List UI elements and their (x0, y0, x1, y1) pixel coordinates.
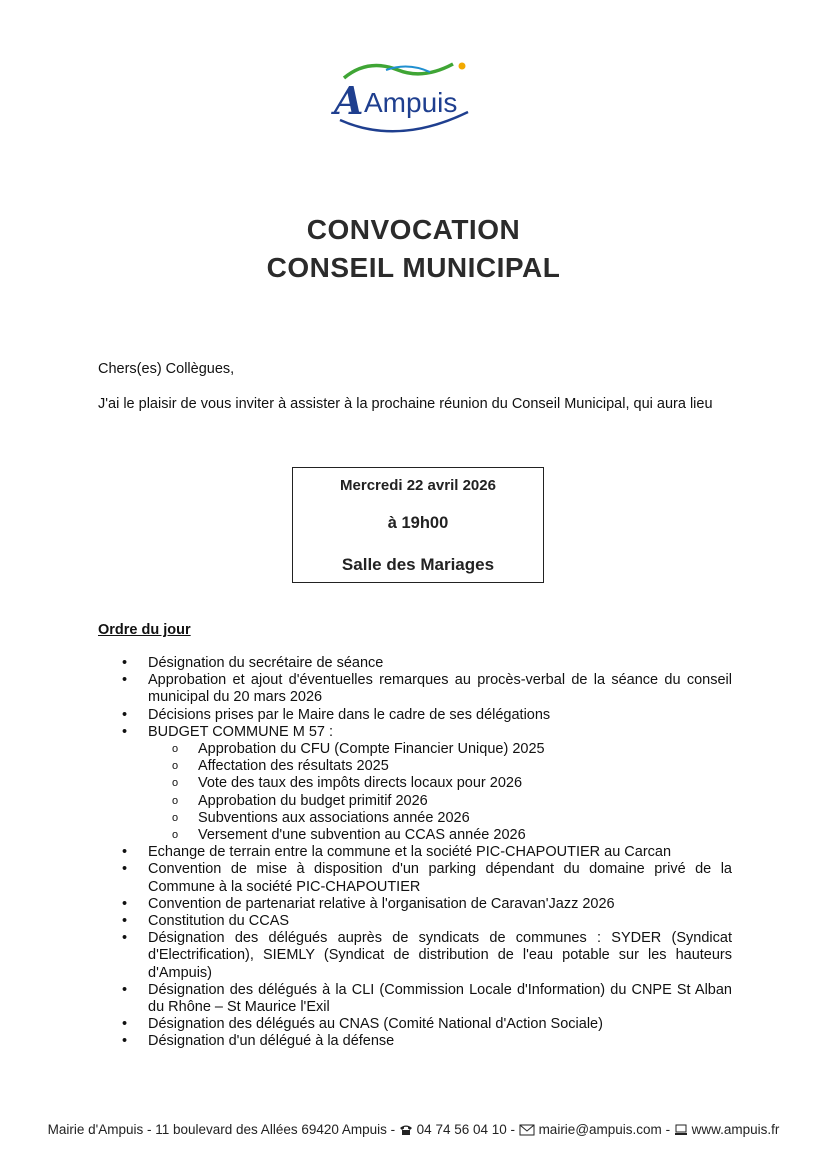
bullet-icon: • (122, 895, 128, 912)
circle-bullet-icon: o (172, 794, 179, 807)
meeting-info-box (292, 467, 544, 583)
agenda-item: • Constitution du CCAS (122, 913, 290, 930)
circle-bullet-icon: o (172, 829, 179, 842)
circle-bullet-icon: o (172, 777, 179, 790)
phone-icon (399, 1124, 413, 1139)
budget-subitem: o Approbation du CFU (Compte Financier Unique) 2025 (172, 741, 545, 758)
bullet-icon: • (122, 723, 128, 740)
greeting: Chers(es) Collègues, (98, 361, 235, 377)
footer-separator: - (665, 1122, 671, 1137)
circle-bullet-icon: o (172, 743, 179, 756)
agenda-item-budget: • BUDGET COMMUNE M 57 : o Approbation du CFU (Compte Financier Unique) 2025 o Affectation des résultats 2025 o Vote des taux des impôts directs locaux pour 2026 o Approbation du budget primitif 2026 o Subventions aux associations année 2026 o Versement d'une subvention au CCAS année 2026 (120, 724, 732, 844)
bullet-icon: • (122, 655, 128, 671)
bullet-icon: • (122, 1016, 128, 1033)
computer-icon (674, 1124, 688, 1139)
budget-subitem: o Affectation des résultats 2025 (172, 758, 389, 775)
footer-phone: 04 74 56 04 10 (416, 1122, 507, 1137)
bullet-icon: • (122, 844, 128, 861)
agenda-item: • Désignation des délégués à la CLI (Commission Locale d'Information) du CNPE St Alban du Rhône – St Maurice l'Exil (122, 981, 732, 1016)
bullet-icon: • (122, 1033, 128, 1050)
footer-email[interactable]: mairie@ampuis.com (538, 1122, 662, 1137)
agenda-item: • Echange de terrain entre la commune et la société PIC-CHAPOUTIER au Carcan (122, 844, 672, 861)
footer-address: Mairie d'Ampuis - 11 boulevard des Allées 69420 Ampuis - (47, 1122, 396, 1137)
budget-subitem: o Approbation du budget primitif 2026 (172, 792, 428, 809)
bullet-icon: • (122, 861, 128, 878)
footer (0, 1122, 827, 1139)
circle-bullet-icon: o (172, 760, 179, 773)
ampuis-logo (328, 56, 478, 138)
agenda-item: • Convention de mise à disposition d'un parking dépendant du domaine privé de la Commune à la société PIC-CHAPOUTIER (122, 861, 732, 895)
bullet-icon: • (122, 672, 128, 689)
bullet-icon: • (122, 706, 128, 723)
bullet-icon: • (122, 981, 128, 998)
agenda-item: • Décisions prises par le Maire dans le cadre de ses délégations (122, 706, 551, 723)
agenda-item: • Désignation des délégués auprès de syndicats de communes : SYDER (Syndicat d'Electrification), SIEMLY (Syndicat de distribution de l'eau potable sur les hauteurs d'Ampuis) (122, 930, 732, 981)
agenda-list (120, 655, 732, 1051)
svg-text:A: A (334, 78, 364, 123)
budget-subitem: o Versement d'une subvention au CCAS année 2026 (172, 827, 526, 844)
agenda-title: Ordre du jour (98, 622, 191, 638)
title-line-1: CONVOCATION (306, 214, 521, 245)
agenda-item: • Désignation du secrétaire de séance (122, 655, 384, 671)
circle-bullet-icon: o (172, 811, 179, 824)
title-line-2: CONSEIL MUNICIPAL (266, 252, 561, 283)
envelope-icon (519, 1124, 535, 1139)
meeting-place: Salle des Mariages (341, 555, 495, 574)
budget-subitem: o Vote des taux des impôts directs locaux pour 2026 (172, 775, 523, 792)
meeting-date: Mercredi 22 avril 2026 (340, 477, 496, 494)
agenda-item: • Désignation d'un délégué à la défense (122, 1033, 395, 1050)
budget-subitem: o Subventions aux associations année 2026 (172, 809, 470, 826)
bullet-icon: • (122, 930, 128, 947)
agenda-item: • Approbation et ajout d'éventuelles remarques au procès-verbal de la séance du conseil municipal du 20 mars 2026 (122, 672, 732, 706)
budget-sublist (148, 741, 732, 844)
footer-website[interactable]: www.ampuis.fr (691, 1122, 780, 1137)
agenda-item: • Désignation des délégués au CNAS (Comité National d'Action Sociale) (122, 1016, 603, 1033)
meeting-time: à 19h00 (387, 514, 449, 532)
agenda-item: • Convention de partenariat relative à l'organisation de Caravan'Jazz 2026 (122, 895, 615, 912)
logo-text: Ampuis (364, 87, 458, 118)
bullet-icon: • (122, 913, 128, 930)
intro-paragraph: J'ai le plaisir de vous inviter à assister à la prochaine réunion du Conseil Municipal, qui aura lieu (98, 396, 713, 412)
footer-separator: - (510, 1122, 516, 1137)
